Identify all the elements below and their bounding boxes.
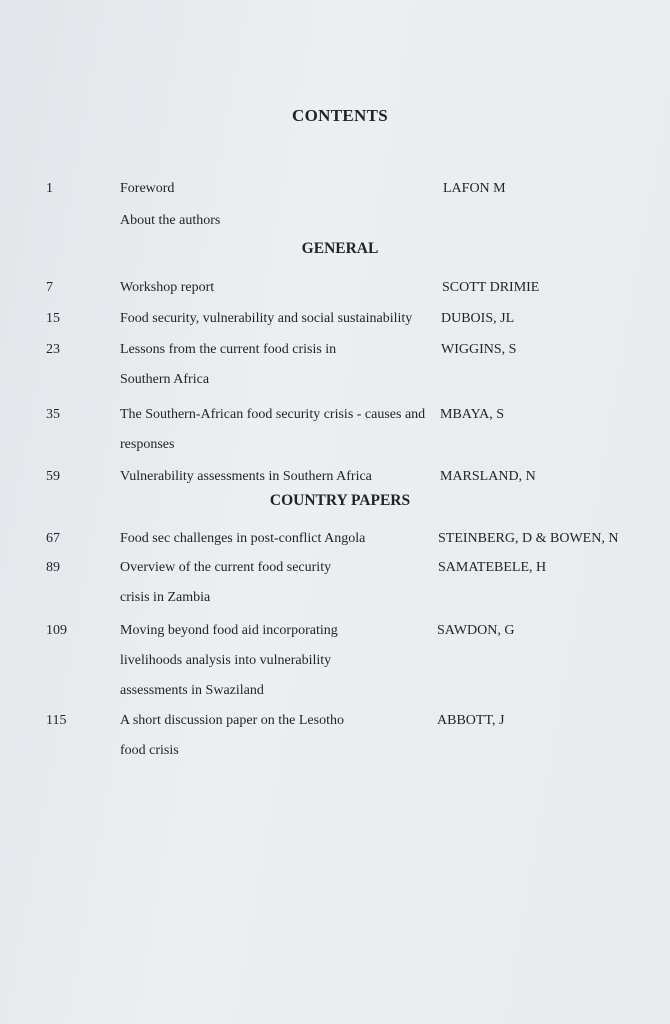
toc-author: SAMATEBELE, H — [438, 560, 547, 575]
toc-entry-title: Foreword — [120, 181, 175, 196]
toc-entry-title: Workshop report — [120, 280, 215, 295]
toc-author: MARSLAND, N — [440, 469, 536, 484]
toc-entry-title: Food security, vulnerability and social sustainability — [120, 311, 413, 326]
toc-author: DUBOIS, JL — [441, 311, 515, 326]
contents-title: CONTENTS — [292, 106, 388, 125]
toc-page-number: 7 — [46, 280, 53, 295]
toc-entry-title: Moving beyond food aid incorporating livelihoods analysis into vulnerability assessments in Swaziland — [120, 623, 338, 698]
toc-page-number: 59 — [46, 469, 60, 484]
toc-page-number: 35 — [46, 407, 60, 422]
toc-author: LAFON M — [443, 181, 506, 196]
section-heading-general: GENERAL — [301, 240, 379, 257]
toc-page-number: 67 — [46, 531, 60, 546]
toc-entry-title: Vulnerability assessments in Southern Africa — [120, 469, 372, 484]
toc-page-number: 23 — [46, 342, 60, 357]
toc-entry-title: About the authors — [120, 213, 221, 228]
toc-page-number: 109 — [46, 623, 67, 638]
toc-entry-title: Overview of the current food security crisis in Zambia — [120, 560, 332, 605]
toc-page-number: 115 — [46, 713, 67, 728]
toc-entry-title: A short discussion paper on the Lesotho food crisis — [120, 713, 344, 758]
toc-author: SAWDON, G — [437, 623, 515, 638]
toc-entry-title: Lessons from the current food crisis in Southern Africa — [120, 342, 337, 387]
toc-author: WIGGINS, S — [441, 342, 517, 357]
toc-author: SCOTT DRIMIE — [442, 280, 540, 295]
section-heading-country-papers: COUNTRY PAPERS — [269, 492, 411, 509]
toc-entry-title: The Southern-African food security crisis - causes and responses — [120, 407, 426, 452]
toc-author: STEINBERG, D & BOWEN, N — [438, 531, 619, 546]
toc-entry-title: Food sec challenges in post-conflict Angola — [120, 531, 366, 546]
toc-page-number: 1 — [46, 181, 53, 196]
toc-author: MBAYA, S — [440, 407, 505, 422]
toc-page-number: 15 — [46, 311, 60, 326]
toc-author: ABBOTT, J — [437, 713, 505, 728]
toc-page-number: 89 — [46, 560, 60, 575]
